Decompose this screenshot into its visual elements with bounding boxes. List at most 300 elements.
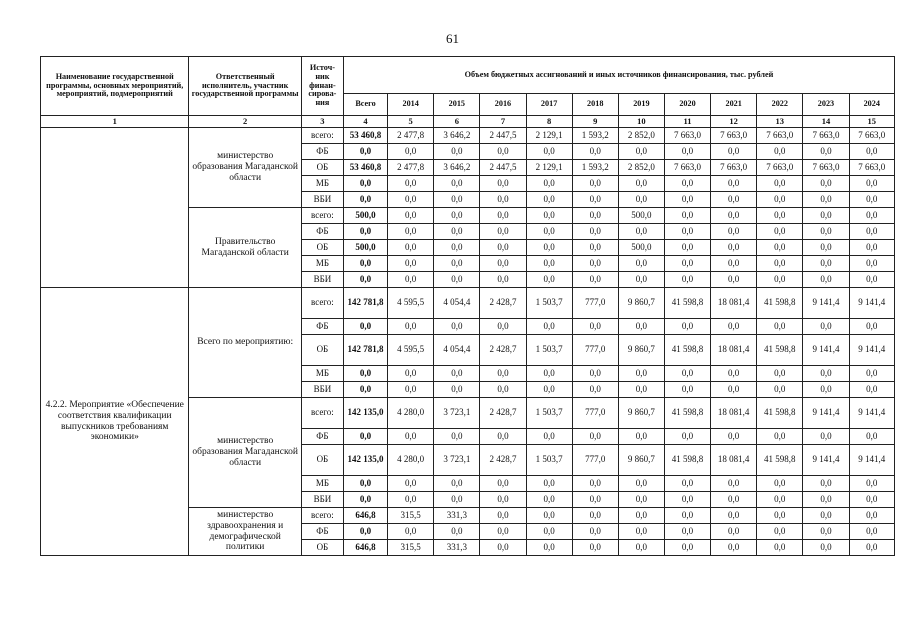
year-cell: 1 503,7 [526, 288, 572, 319]
year-cell: 0,0 [757, 319, 803, 335]
total-cell: 0,0 [343, 476, 387, 492]
year-cell: 0,0 [803, 272, 849, 288]
total-cell: 0,0 [343, 272, 387, 288]
year-cell: 0,0 [757, 508, 803, 524]
year-cell: 0,0 [572, 224, 618, 240]
year-cell: 0,0 [711, 192, 757, 208]
header-volume: Объем бюджетных ассигнований и иных источников финансирования, тыс. рублей [343, 57, 894, 94]
year-header: 2019 [618, 94, 664, 116]
total-cell: 53 460,8 [343, 160, 387, 176]
executor-name: Всего по мероприятию: [189, 288, 301, 398]
funding-source: всего: [301, 508, 343, 524]
year-cell: 0,0 [572, 256, 618, 272]
measure-name [41, 128, 189, 288]
total-cell: 0,0 [343, 224, 387, 240]
year-cell: 0,0 [711, 429, 757, 445]
year-cell: 0,0 [572, 508, 618, 524]
year-cell: 4 595,5 [388, 288, 434, 319]
year-cell: 0,0 [388, 240, 434, 256]
year-cell: 41 598,8 [664, 445, 710, 476]
year-cell: 0,0 [480, 319, 526, 335]
year-cell: 0,0 [803, 224, 849, 240]
year-cell: 0,0 [618, 144, 664, 160]
year-cell: 0,0 [388, 524, 434, 540]
year-cell: 3 723,1 [434, 445, 480, 476]
year-cell: 0,0 [618, 540, 664, 556]
funding-source: МБ [301, 256, 343, 272]
year-header: 2016 [480, 94, 526, 116]
year-header: 2024 [849, 94, 894, 116]
year-cell: 0,0 [388, 272, 434, 288]
year-cell: 0,0 [711, 524, 757, 540]
funding-source: ФБ [301, 524, 343, 540]
year-cell: 7 663,0 [849, 128, 894, 144]
year-header: 2014 [388, 94, 434, 116]
year-cell: 0,0 [480, 272, 526, 288]
column-number: 15 [849, 116, 894, 128]
year-cell: 2 852,0 [618, 128, 664, 144]
year-cell: 0,0 [388, 208, 434, 224]
year-cell: 0,0 [757, 240, 803, 256]
year-cell: 0,0 [664, 256, 710, 272]
year-cell: 7 663,0 [757, 160, 803, 176]
total-cell: 0,0 [343, 524, 387, 540]
year-cell: 0,0 [849, 319, 894, 335]
year-cell: 0,0 [711, 240, 757, 256]
year-cell: 0,0 [711, 144, 757, 160]
funding-source: ФБ [301, 429, 343, 445]
year-cell: 9 860,7 [618, 445, 664, 476]
year-cell: 9 141,4 [803, 288, 849, 319]
year-cell: 0,0 [664, 540, 710, 556]
funding-source: ВБИ [301, 192, 343, 208]
year-cell: 0,0 [480, 476, 526, 492]
total-cell: 0,0 [343, 366, 387, 382]
year-cell: 7 663,0 [711, 160, 757, 176]
year-cell: 0,0 [849, 240, 894, 256]
column-number: 4 [343, 116, 387, 128]
total-cell: 0,0 [343, 319, 387, 335]
year-header: 2023 [803, 94, 849, 116]
year-cell: 0,0 [480, 382, 526, 398]
column-number: 9 [572, 116, 618, 128]
funding-source: ФБ [301, 224, 343, 240]
year-cell: 0,0 [572, 192, 618, 208]
year-cell: 0,0 [711, 256, 757, 272]
page-number: 61 [446, 31, 459, 46]
year-cell: 0,0 [434, 240, 480, 256]
year-cell: 18 081,4 [711, 288, 757, 319]
year-cell: 0,0 [757, 366, 803, 382]
funding-source: МБ [301, 476, 343, 492]
year-cell: 0,0 [711, 272, 757, 288]
year-cell: 2 477,8 [388, 128, 434, 144]
year-cell: 0,0 [849, 429, 894, 445]
year-cell: 0,0 [618, 319, 664, 335]
year-cell: 0,0 [618, 508, 664, 524]
budget-table [40, 56, 895, 556]
year-cell: 0,0 [480, 429, 526, 445]
year-cell: 0,0 [572, 382, 618, 398]
year-cell: 7 663,0 [849, 160, 894, 176]
year-cell: 0,0 [618, 192, 664, 208]
year-cell: 3 646,2 [434, 128, 480, 144]
year-cell: 0,0 [388, 256, 434, 272]
total-cell: 142 781,8 [343, 288, 387, 319]
year-cell: 0,0 [526, 508, 572, 524]
year-cell: 18 081,4 [711, 445, 757, 476]
year-cell: 0,0 [526, 524, 572, 540]
year-cell: 0,0 [803, 144, 849, 160]
year-cell: 0,0 [480, 366, 526, 382]
year-cell: 1 503,7 [526, 398, 572, 429]
year-cell: 0,0 [434, 224, 480, 240]
column-number: 8 [526, 116, 572, 128]
funding-source: ВБИ [301, 382, 343, 398]
year-cell: 41 598,8 [757, 335, 803, 366]
year-header: 2020 [664, 94, 710, 116]
year-cell: 0,0 [618, 382, 664, 398]
year-cell: 0,0 [480, 208, 526, 224]
year-cell: 2 852,0 [618, 160, 664, 176]
year-cell: 0,0 [526, 366, 572, 382]
year-cell: 0,0 [388, 144, 434, 160]
year-cell: 0,0 [526, 540, 572, 556]
year-cell: 0,0 [388, 192, 434, 208]
column-number: 2 [189, 116, 301, 128]
column-number: 14 [803, 116, 849, 128]
year-cell: 0,0 [480, 240, 526, 256]
year-cell: 0,0 [572, 476, 618, 492]
year-cell: 0,0 [526, 382, 572, 398]
column-number: 3 [301, 116, 343, 128]
year-cell: 0,0 [757, 272, 803, 288]
year-cell: 0,0 [388, 319, 434, 335]
year-cell: 0,0 [757, 429, 803, 445]
year-cell: 4 054,4 [434, 335, 480, 366]
year-cell: 0,0 [849, 208, 894, 224]
year-cell: 2 129,1 [526, 160, 572, 176]
executor-name: министерство здравоохранения и демографической политики [189, 508, 301, 556]
year-cell: 0,0 [526, 272, 572, 288]
year-cell: 0,0 [757, 192, 803, 208]
year-cell: 0,0 [526, 208, 572, 224]
year-cell: 0,0 [803, 524, 849, 540]
total-cell: 142 135,0 [343, 398, 387, 429]
year-cell: 0,0 [664, 176, 710, 192]
year-cell: 9 141,4 [803, 335, 849, 366]
year-cell: 0,0 [849, 492, 894, 508]
year-cell: 9 141,4 [803, 398, 849, 429]
year-cell: 41 598,8 [757, 398, 803, 429]
year-cell: 0,0 [526, 256, 572, 272]
total-cell: 0,0 [343, 256, 387, 272]
year-cell: 18 081,4 [711, 335, 757, 366]
year-cell: 0,0 [664, 492, 710, 508]
funding-source: ОБ [301, 240, 343, 256]
year-cell: 0,0 [757, 524, 803, 540]
year-cell: 0,0 [618, 256, 664, 272]
column-number: 10 [618, 116, 664, 128]
year-cell: 0,0 [664, 429, 710, 445]
year-cell: 0,0 [618, 224, 664, 240]
total-cell: 646,8 [343, 540, 387, 556]
total-cell: 0,0 [343, 492, 387, 508]
total-cell: 53 460,8 [343, 128, 387, 144]
year-cell: 0,0 [434, 319, 480, 335]
funding-source: ВБИ [301, 492, 343, 508]
year-cell: 0,0 [618, 366, 664, 382]
year-cell: 41 598,8 [757, 445, 803, 476]
year-header: 2018 [572, 94, 618, 116]
year-cell: 0,0 [572, 176, 618, 192]
year-cell: 4 280,0 [388, 445, 434, 476]
year-cell: 4 054,4 [434, 288, 480, 319]
total-cell: 0,0 [343, 429, 387, 445]
year-cell: 9 860,7 [618, 398, 664, 429]
year-cell: 0,0 [434, 476, 480, 492]
year-cell: 0,0 [388, 224, 434, 240]
year-cell: 0,0 [849, 144, 894, 160]
year-cell: 0,0 [434, 176, 480, 192]
year-cell: 0,0 [664, 508, 710, 524]
year-cell: 0,0 [480, 256, 526, 272]
year-cell: 7 663,0 [803, 160, 849, 176]
executor-name: Правительство Магаданской области [189, 208, 301, 288]
funding-source: ОБ [301, 445, 343, 476]
header-source: Источ-ник финан-сирова-ния [301, 57, 343, 116]
year-header: 2015 [434, 94, 480, 116]
funding-source: ВБИ [301, 272, 343, 288]
year-cell: 3 723,1 [434, 398, 480, 429]
year-cell: 0,0 [526, 224, 572, 240]
year-cell: 1 503,7 [526, 445, 572, 476]
year-cell: 9 141,4 [849, 335, 894, 366]
year-cell: 0,0 [572, 319, 618, 335]
year-cell: 0,0 [618, 176, 664, 192]
funding-source: ОБ [301, 335, 343, 366]
year-cell: 777,0 [572, 398, 618, 429]
year-cell: 0,0 [711, 366, 757, 382]
year-header: Всего [343, 94, 387, 116]
year-cell: 41 598,8 [757, 288, 803, 319]
year-cell: 500,0 [618, 240, 664, 256]
year-cell: 0,0 [711, 476, 757, 492]
year-cell: 0,0 [803, 382, 849, 398]
year-cell: 1 593,2 [572, 128, 618, 144]
year-cell: 0,0 [618, 476, 664, 492]
year-cell: 315,5 [388, 508, 434, 524]
year-cell: 0,0 [803, 429, 849, 445]
year-cell: 777,0 [572, 288, 618, 319]
year-cell: 2 428,7 [480, 335, 526, 366]
year-cell: 0,0 [803, 319, 849, 335]
year-cell: 0,0 [664, 192, 710, 208]
total-cell: 0,0 [343, 176, 387, 192]
year-cell: 0,0 [757, 144, 803, 160]
year-cell: 0,0 [757, 540, 803, 556]
year-cell: 0,0 [526, 144, 572, 160]
column-number: 7 [480, 116, 526, 128]
funding-source: всего: [301, 398, 343, 429]
year-cell: 2 428,7 [480, 288, 526, 319]
column-number: 12 [711, 116, 757, 128]
year-cell: 0,0 [618, 492, 664, 508]
year-cell: 2 447,5 [480, 128, 526, 144]
year-cell: 0,0 [388, 366, 434, 382]
year-cell: 0,0 [480, 224, 526, 240]
year-cell: 0,0 [757, 382, 803, 398]
year-cell: 0,0 [711, 176, 757, 192]
funding-source: ФБ [301, 319, 343, 335]
funding-source: всего: [301, 128, 343, 144]
year-cell: 0,0 [711, 319, 757, 335]
year-cell: 0,0 [526, 176, 572, 192]
year-cell: 0,0 [757, 176, 803, 192]
year-header: 2021 [711, 94, 757, 116]
year-cell: 0,0 [434, 208, 480, 224]
measure-name: 4.2.2. Мероприятие «Обеспечение соответствия квалификации выпускников требованиям экономики» [41, 288, 189, 556]
funding-source: МБ [301, 366, 343, 382]
total-cell: 0,0 [343, 192, 387, 208]
year-cell: 0,0 [526, 192, 572, 208]
year-cell: 0,0 [757, 492, 803, 508]
total-cell: 500,0 [343, 208, 387, 224]
funding-source: всего: [301, 288, 343, 319]
year-cell: 0,0 [849, 524, 894, 540]
year-cell: 2 428,7 [480, 398, 526, 429]
year-cell: 0,0 [434, 256, 480, 272]
year-cell: 0,0 [664, 524, 710, 540]
year-cell: 315,5 [388, 540, 434, 556]
year-cell: 0,0 [803, 366, 849, 382]
year-cell: 0,0 [480, 492, 526, 508]
year-cell: 0,0 [664, 366, 710, 382]
year-cell: 9 141,4 [849, 445, 894, 476]
year-cell: 2 477,8 [388, 160, 434, 176]
year-cell: 9 141,4 [849, 288, 894, 319]
year-cell: 9 860,7 [618, 335, 664, 366]
year-cell: 0,0 [849, 382, 894, 398]
funding-source: всего: [301, 208, 343, 224]
year-cell: 0,0 [664, 476, 710, 492]
year-cell: 0,0 [572, 524, 618, 540]
total-cell: 142 135,0 [343, 445, 387, 476]
header-responsible: Ответственный исполнитель, участник государственной программы [189, 57, 301, 116]
year-cell: 0,0 [849, 176, 894, 192]
total-cell: 142 781,8 [343, 335, 387, 366]
year-cell: 7 663,0 [803, 128, 849, 144]
year-cell: 1 593,2 [572, 160, 618, 176]
year-cell: 41 598,8 [664, 288, 710, 319]
year-cell: 0,0 [526, 476, 572, 492]
year-cell: 7 663,0 [757, 128, 803, 144]
year-cell: 0,0 [803, 508, 849, 524]
year-cell: 0,0 [664, 224, 710, 240]
year-cell: 0,0 [572, 144, 618, 160]
year-cell: 0,0 [388, 382, 434, 398]
year-cell: 0,0 [664, 382, 710, 398]
year-cell: 0,0 [572, 208, 618, 224]
year-cell: 9 141,4 [803, 445, 849, 476]
year-cell: 0,0 [434, 272, 480, 288]
year-cell: 0,0 [849, 476, 894, 492]
year-cell: 0,0 [757, 208, 803, 224]
year-cell: 0,0 [434, 144, 480, 160]
year-cell: 0,0 [434, 366, 480, 382]
table-row [41, 288, 895, 319]
year-cell: 0,0 [572, 272, 618, 288]
column-number: 13 [757, 116, 803, 128]
column-number: 6 [434, 116, 480, 128]
header-name: Наименование государственной программы, основных мероприятий, мероприятий, подмероприятий [41, 57, 189, 116]
year-cell: 0,0 [388, 476, 434, 492]
year-cell: 0,0 [711, 382, 757, 398]
year-cell: 0,0 [434, 524, 480, 540]
year-cell: 0,0 [757, 256, 803, 272]
total-cell: 500,0 [343, 240, 387, 256]
year-cell: 0,0 [849, 272, 894, 288]
year-cell: 0,0 [434, 382, 480, 398]
year-cell: 0,0 [480, 508, 526, 524]
year-cell: 331,3 [434, 508, 480, 524]
year-cell: 0,0 [849, 540, 894, 556]
funding-source: ОБ [301, 540, 343, 556]
year-cell: 0,0 [664, 319, 710, 335]
total-cell: 0,0 [343, 382, 387, 398]
year-cell: 4 280,0 [388, 398, 434, 429]
year-cell: 0,0 [618, 272, 664, 288]
year-cell: 9 141,4 [849, 398, 894, 429]
year-cell: 0,0 [711, 508, 757, 524]
total-cell: 0,0 [343, 144, 387, 160]
year-cell: 0,0 [480, 540, 526, 556]
year-cell: 4 595,5 [388, 335, 434, 366]
year-cell: 0,0 [618, 429, 664, 445]
year-cell: 0,0 [849, 366, 894, 382]
year-cell: 0,0 [526, 240, 572, 256]
year-cell: 0,0 [526, 492, 572, 508]
year-cell: 0,0 [711, 224, 757, 240]
year-cell: 0,0 [849, 256, 894, 272]
year-cell: 2 447,5 [480, 160, 526, 176]
year-cell: 0,0 [572, 492, 618, 508]
year-cell: 0,0 [434, 429, 480, 445]
column-number: 1 [41, 116, 189, 128]
year-cell: 0,0 [757, 224, 803, 240]
year-cell: 18 081,4 [711, 398, 757, 429]
table-row [41, 128, 895, 144]
year-cell: 0,0 [664, 240, 710, 256]
funding-source: МБ [301, 176, 343, 192]
year-cell: 777,0 [572, 335, 618, 366]
year-cell: 0,0 [618, 524, 664, 540]
year-cell: 0,0 [572, 429, 618, 445]
year-cell: 0,0 [711, 540, 757, 556]
year-cell: 0,0 [388, 492, 434, 508]
year-cell: 0,0 [849, 224, 894, 240]
year-cell: 331,3 [434, 540, 480, 556]
year-cell: 0,0 [803, 256, 849, 272]
year-cell: 0,0 [711, 492, 757, 508]
year-cell: 777,0 [572, 445, 618, 476]
year-cell: 0,0 [803, 492, 849, 508]
year-cell: 0,0 [664, 144, 710, 160]
year-cell: 0,0 [480, 524, 526, 540]
year-header: 2022 [757, 94, 803, 116]
year-cell: 0,0 [480, 176, 526, 192]
year-cell: 0,0 [526, 429, 572, 445]
